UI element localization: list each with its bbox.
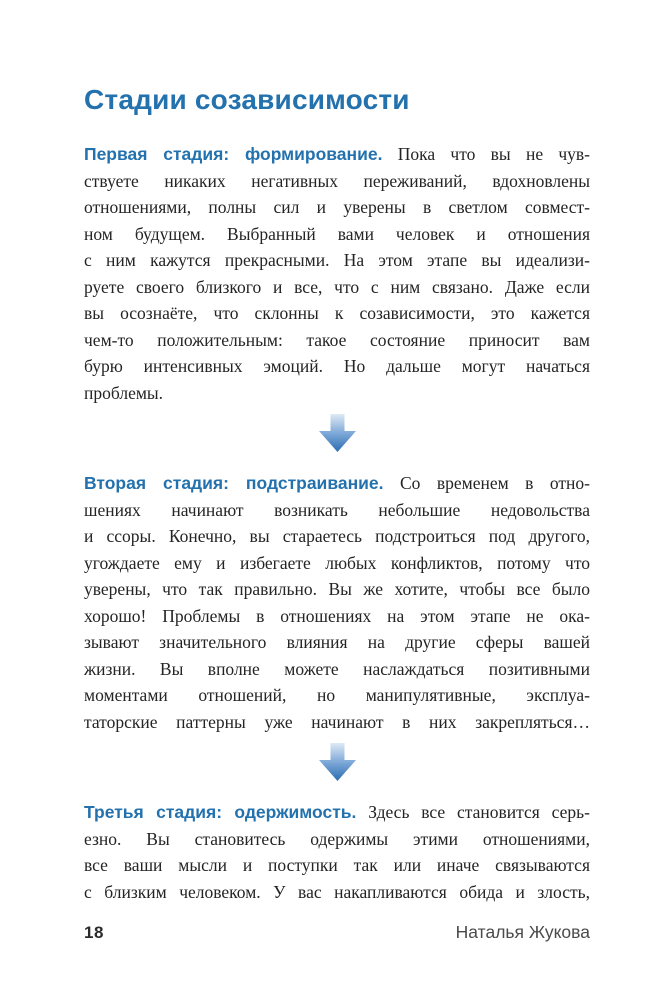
paragraph <box>84 799 590 905</box>
paragraph-line: с ним кажутся прекрасными. На этом этапе вы идеализи- <box>84 250 590 270</box>
paragraph-heading: Вторая стадия: подстраивание. <box>84 473 384 493</box>
paragraph-line: ном будущем. Выбранный вами человек и отношения <box>84 223 590 244</box>
paragraph-line: угождаете ему и избегаете любых конфликтов, потому что <box>84 552 590 573</box>
paragraph-line: с близким человеком. У вас накапливаются обида и злость, <box>84 881 590 902</box>
paragraph-line: руете своего близкого и все, что с ним связано. Даже если <box>84 276 590 297</box>
paragraph-line: зывают значительного влияния на другие сферы вашей <box>84 632 590 652</box>
paragraph-line: шениях начинают возникать небольшие недовольства <box>84 499 590 520</box>
paragraph-line: отношениями, полны сил и уверены в светлом совмест- <box>84 197 590 217</box>
paragraph-line: таторские паттерны уже начинают в них закрепляться… <box>84 711 590 732</box>
paragraph-line: бурю интенсивных эмоций. Но дальше могут начаться <box>84 356 590 376</box>
paragraph <box>84 470 590 735</box>
page-title: Стадии созависимости <box>84 84 410 115</box>
author-name: Наталья Жукова <box>455 922 590 942</box>
paragraph-line: моментами отношений, но манипулятивные, эксплуа- <box>84 685 590 705</box>
paragraph-line: Первая стадия: формирование. Пока что вы не чув- <box>84 144 591 164</box>
paragraph-line: и ссоры. Конечно, вы стараетесь подстроиться под другого, <box>84 526 590 546</box>
content <box>84 141 590 905</box>
paragraph-line: уверены, что так правильно. Вы же хотите, чтобы все было <box>84 579 590 599</box>
paragraph-heading: Третья стадия: одержимость. <box>84 802 357 822</box>
paragraph-line: Третья стадия: одержимость. Здесь все становится серь- <box>84 802 590 822</box>
down-arrow-icon <box>84 743 590 781</box>
paragraph-line: езно. Вы становитесь одержимы этими отношениями, <box>84 828 590 849</box>
paragraph-heading: Первая стадия: формирование. <box>84 144 383 164</box>
page-number: 18 <box>84 923 104 942</box>
paragraph-line: Вторая стадия: подстраивание. Со временем в отно- <box>84 473 590 493</box>
paragraph-line: вы осознаёте, что склонны к созависимости, это кажется <box>84 303 590 323</box>
down-arrow-icon <box>84 414 590 452</box>
footer <box>84 922 590 943</box>
paragraph-line: жизни. Вы вполне можете наслаждаться позитивными <box>84 658 590 679</box>
paragraph <box>84 141 590 406</box>
paragraph-line: все ваши мысли и поступки так или иначе связываются <box>84 855 590 875</box>
paragraph-line: чем-то положительным: такое состояние приносит вам <box>84 329 590 350</box>
paragraph-line: ствуете никаких негативных переживаний, вдохновлены <box>84 170 590 191</box>
paragraph-line: хорошо! Проблемы в отношениях на этом этапе не ока- <box>84 605 590 626</box>
paragraph-line: проблемы. <box>84 382 164 403</box>
